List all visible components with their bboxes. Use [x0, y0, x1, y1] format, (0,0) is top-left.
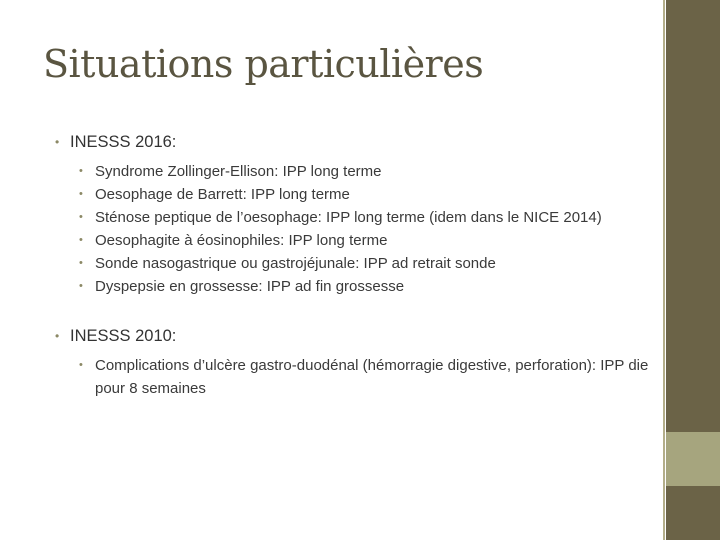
section-list-2010: [55, 354, 655, 400]
section-list-2016: [55, 160, 655, 298]
list-item-text: Oesophage de Barrett: IPP long terme: [95, 186, 350, 203]
bullet-icon: •: [55, 135, 60, 149]
sidebar-divider: [663, 0, 665, 540]
section-heading-text: INESSS 2016:: [70, 133, 177, 151]
bullet-icon: •: [79, 188, 83, 200]
list-item: [55, 160, 655, 183]
bullet-icon: •: [79, 280, 83, 292]
list-item-text: Syndrome Zollinger-Ellison: IPP long terme: [95, 163, 382, 180]
bullet-icon: •: [79, 257, 83, 269]
list-item-text: Oesophagite à éosinophiles: IPP long terme: [95, 232, 388, 249]
list-item-text: Dyspepsie en grossesse: IPP ad fin grossesse: [95, 278, 405, 295]
list-item: [55, 229, 655, 252]
section-heading-text: INESSS 2010:: [70, 327, 177, 345]
list-item-text: Complications d’ulcère gastro-duodénal (hémorragie digestive, perforation): IPP die pour 8 semaines: [95, 357, 649, 397]
list-item: [55, 252, 655, 275]
sidebar-accent-block: [666, 432, 720, 486]
section-heading-2010: [55, 324, 655, 348]
slide-title: Situations particulières: [43, 42, 484, 86]
list-item-text: Sténose peptique de l’oesophage: IPP long terme (idem dans le NICE 2014): [95, 209, 602, 226]
list-item: [55, 275, 655, 298]
bullet-icon: •: [55, 329, 60, 343]
list-item: [55, 206, 655, 229]
slide-content: [55, 130, 655, 400]
list-item-text: Sonde nasogastrique ou gastrojéjunale: IPP ad retrait sonde: [95, 255, 496, 272]
list-item: [55, 183, 655, 206]
bullet-icon: •: [79, 359, 83, 371]
bullet-icon: •: [79, 211, 83, 223]
bullet-icon: •: [79, 165, 83, 177]
list-item: [55, 354, 655, 400]
bullet-icon: •: [79, 234, 83, 246]
section-spacer: [55, 298, 655, 324]
section-heading-2016: [55, 130, 655, 154]
